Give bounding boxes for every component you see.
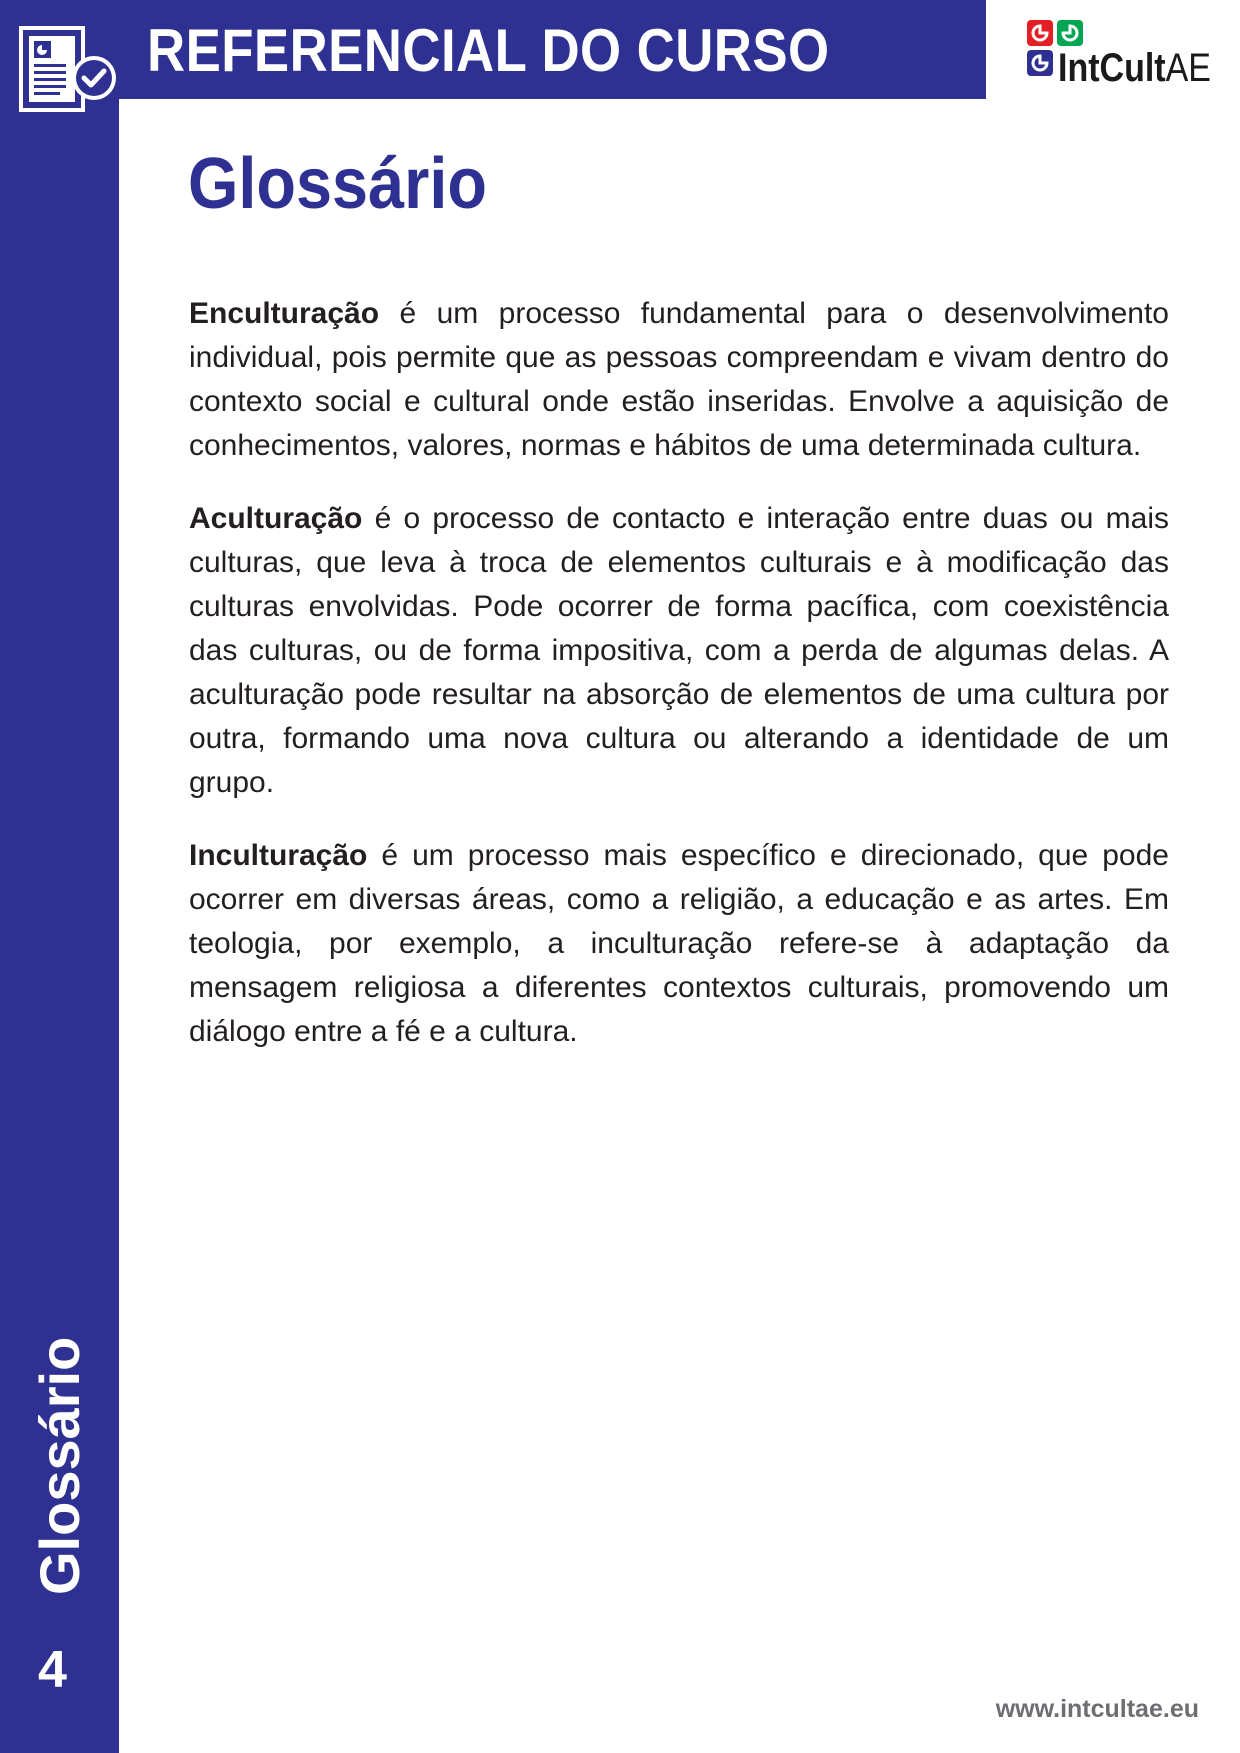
glossary-definition: é um processo mais específico e direcionado, que pode ocorrer em diversas áreas, como a religião, a educação e as artes. Em teologia, por exemplo, a inculturação refere-se à adaptação da mensagem religiosa a diferentes contextos culturais, promovendo um diálogo entre a fé e a cultura. [189,839,1169,1048]
website-link[interactable]: www.intcultae.eu [995,1695,1199,1723]
glossary-term: Enculturação [189,297,380,330]
header-title: REFERENCIAL DO CURSO [147,17,830,84]
glossary-term: Aculturação [189,502,363,535]
intcultae-logo [1025,18,1225,88]
section-side-label: Glossário [28,1336,91,1595]
glossary-term: Inculturação [189,839,368,872]
glossary-definition: é o processo de contacto e interação entre duas ou mais culturas, que leva à troca de elementos culturais e à modificação das culturas envolvidas. Pode ocorrer de forma pacífica, com coexistência das culturas, ou de forma impositiva, com a perda de algumas delas. A aculturação pode resultar na absorção de elementos de uma cultura por outra, formando uma nova cultura ou alterando a identidade de um grupo. [189,502,1169,799]
glossary-content [189,292,1169,1083]
page-number: 4 [38,1641,67,1699]
logo-wordmark: IntCultAE [1058,46,1211,90]
glossary-entry [189,834,1169,1054]
document-check-icon [19,26,118,129]
glossary-definition: é um processo fundamental para o desenvolvimento individual, pois permite que as pessoas compreendam e vivam dentro do contexto social e cultural onde estão inseridas. Envolve a aquisição de conhecimentos, valores, normas e hábitos de uma determinada cultura. [189,297,1169,462]
glossary-entry [189,497,1169,805]
glossary-entry [189,292,1169,468]
page-title: Glossário [188,144,487,224]
